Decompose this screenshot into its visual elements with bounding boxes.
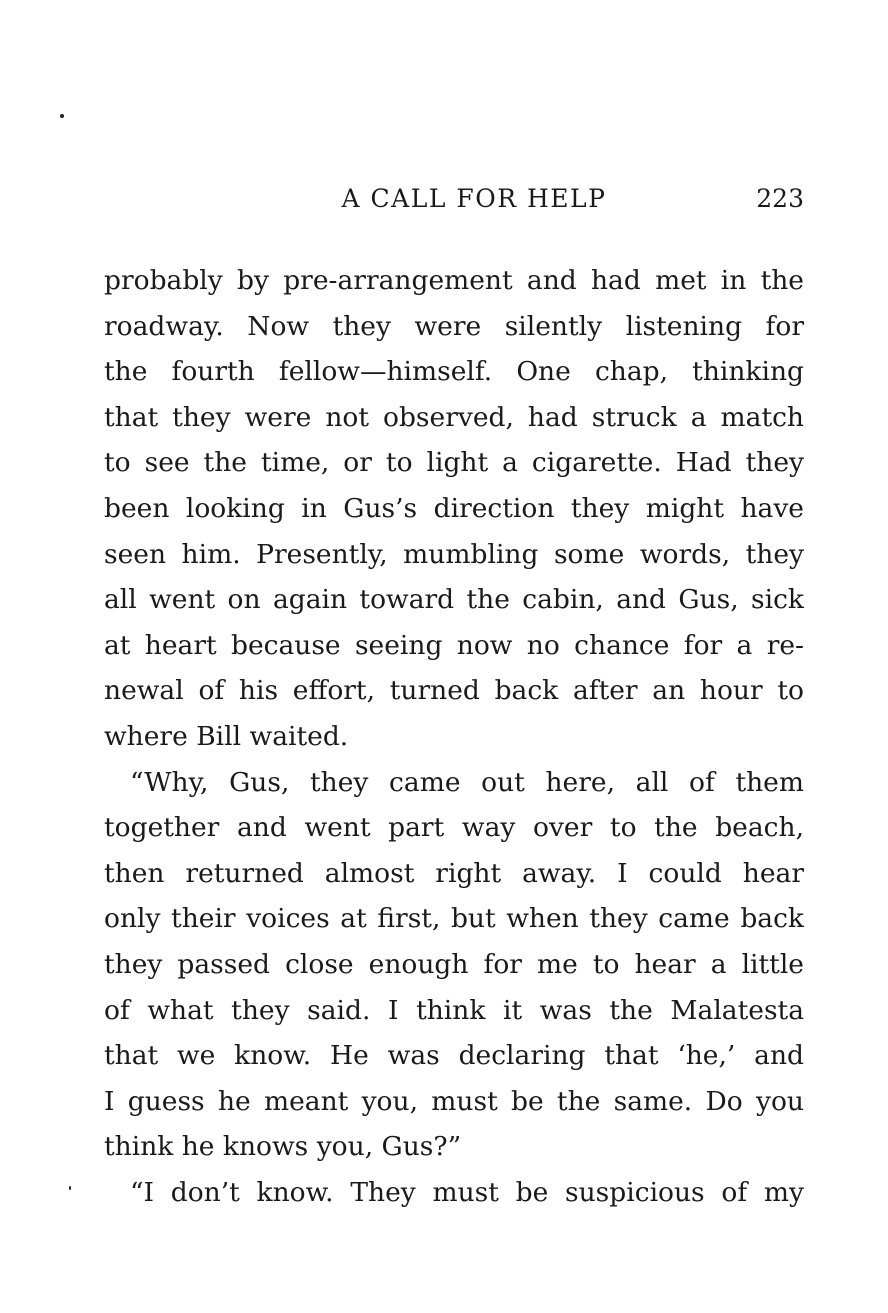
text-line: where Bill waited. <box>104 720 349 752</box>
text-line: that they were not observed, had struck a match <box>104 401 804 433</box>
text-line: been looking in Gus’s direction they might have <box>104 492 804 524</box>
text-line: that we know. He was declaring that ‘he,’ and <box>104 1040 804 1072</box>
text-line: together and went part way over to the beach, <box>104 812 804 844</box>
scan-speck-margin <box>69 1186 71 1190</box>
text-line: newal of his effort, turned back after an hour to <box>104 675 804 707</box>
scan-speck-top <box>60 114 64 118</box>
text-line: all went on again toward the cabin, and Gus, sick <box>104 584 804 616</box>
text-line: then returned almost right away. I could hear <box>104 857 804 889</box>
text-line: the fourth fellow—himself. One chap, thinking <box>104 356 804 388</box>
text-line: think he knows you, Gus?” <box>104 1131 462 1163</box>
text-line: of what they said. I think it was the Malatesta <box>104 994 804 1026</box>
text-line: roadway. Now they were silently listening for <box>104 310 804 342</box>
text-line: to see the time, or to light a cigarette. Had they <box>104 447 804 479</box>
text-line: at heart because seeing now no chance for a re- <box>104 629 804 661</box>
text-line: seen him. Presently, mumbling some words, they <box>104 538 804 570</box>
text-line: I guess he meant you, must be the same. Do you <box>104 1085 804 1117</box>
running-title: A CALL FOR HELP <box>341 184 607 213</box>
text-line: “Why, Gus, they came out here, all of them <box>130 766 804 798</box>
page-header <box>104 184 804 220</box>
text-line: “I don’t know. They must be suspicious of my <box>130 1176 804 1208</box>
body-text <box>104 258 804 1215</box>
page-number: 223 <box>756 184 804 213</box>
text-line: probably by pre-arrangement and had met in the <box>104 265 804 296</box>
text-line: only their voices at first, but when they came back <box>104 903 804 935</box>
text-line: they passed close enough for me to hear a little <box>104 948 804 980</box>
